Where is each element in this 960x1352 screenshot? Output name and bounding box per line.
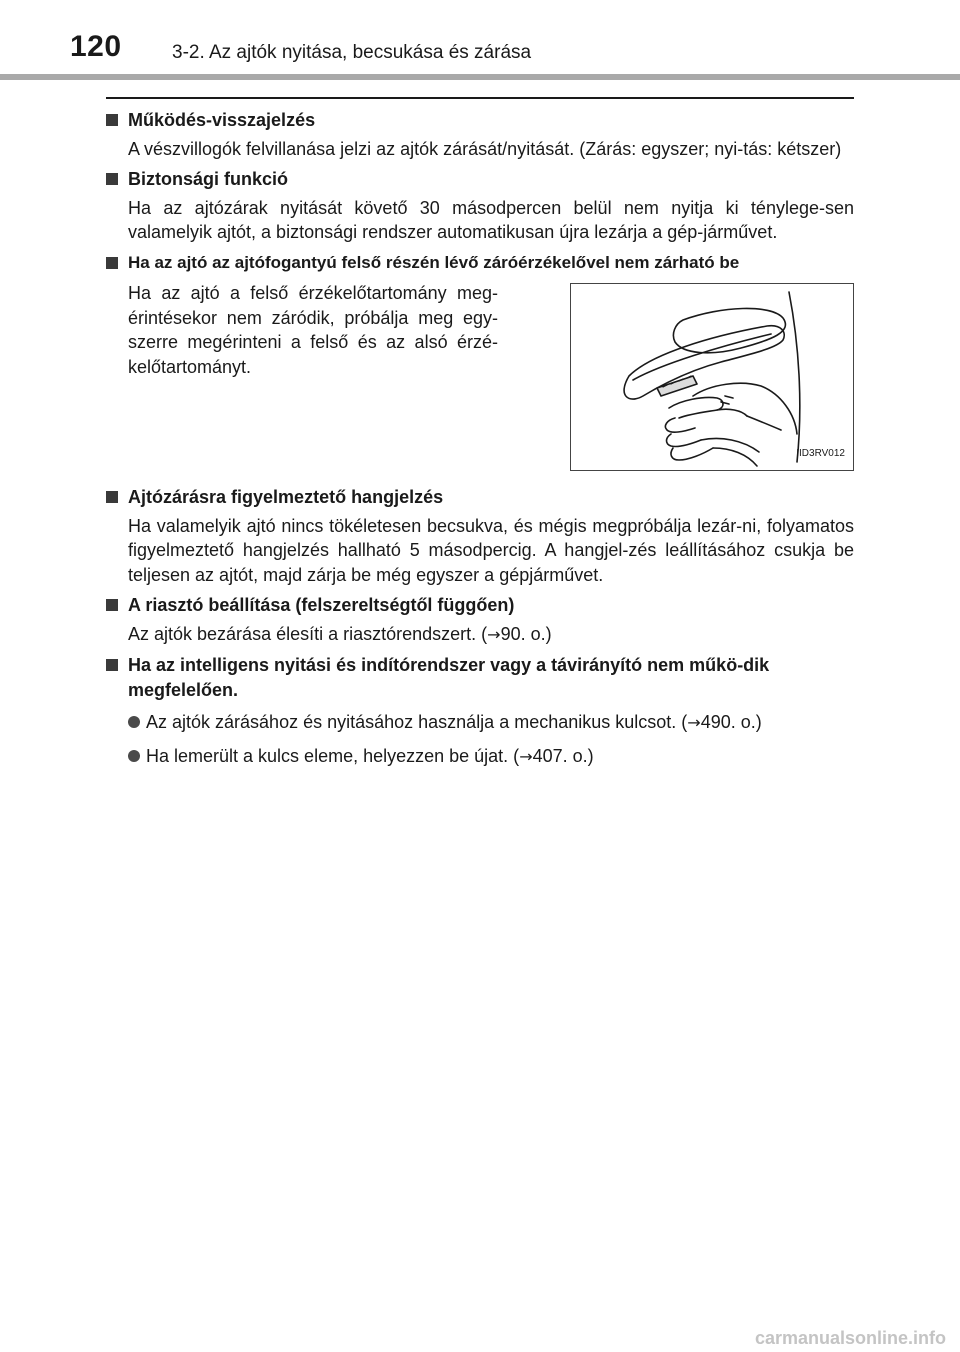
figure-id: IID3RV012 xyxy=(796,447,845,459)
section-heading xyxy=(106,485,854,510)
section-body: Ha az ajtózárak nyitását követő 30 másodpercen belül nem nyitja ki ténylege-sen valamelyik ajtót, a biztonsági rendszer automatikusan újra lezárja a gép-járművet. xyxy=(128,197,854,242)
section-body: A vészvillogók felvillanása jelzi az ajtók zárását/nyitását. (Zárás: egyszer; nyi-tás: kétszer) xyxy=(128,138,842,159)
list-item xyxy=(128,710,854,736)
reference-arrow-icon: → xyxy=(687,713,701,732)
figure-row xyxy=(106,281,854,471)
page-header xyxy=(0,0,960,80)
round-bullet-icon xyxy=(128,750,140,762)
list-item-text xyxy=(146,710,762,736)
list-item xyxy=(128,744,854,770)
square-bullet-icon xyxy=(106,257,118,269)
section-body xyxy=(128,622,854,648)
content-top-rule xyxy=(106,97,854,99)
square-bullet-icon xyxy=(106,491,118,503)
section-heading xyxy=(106,251,854,276)
header-rule xyxy=(0,74,960,80)
square-bullet-icon xyxy=(106,173,118,185)
square-bullet-icon xyxy=(106,599,118,611)
round-bullet-icon xyxy=(128,716,140,728)
item-prefix: Az ajtók zárásához és nyitásához használja a mechanikus kulcsot. ( xyxy=(146,712,688,732)
section-heading xyxy=(106,593,854,618)
section-title: Biztonsági funkció xyxy=(128,169,289,189)
square-bullet-icon xyxy=(106,659,118,671)
section-title: Ha az ajtó az ajtófogantyú felső részén lévő záróérzékelővel nem zárható be xyxy=(128,252,740,272)
list-item-text xyxy=(146,744,594,770)
section-heading xyxy=(106,653,854,702)
chapter-title: 3-2. Az ajtók nyitása, becsukása és zárása xyxy=(172,42,532,63)
section-smart-system-failure xyxy=(106,653,854,769)
section-body: Ha valamelyik ajtó nincs tökéletesen becsukva, és mégis megpróbálja lezár-ni, folyamatos figyelmeztető hangjelzés hallható 5 másodpercig. A hangjel-zés leállításához csukja be teljesen az ajtót, majd zárja be még egyszer a gépjárművet. xyxy=(128,515,854,585)
section-door-warning xyxy=(106,485,854,587)
section-security-function xyxy=(106,167,854,245)
item-prefix: Ha lemerült a kulcs eleme, helyezzen be újat. ( xyxy=(146,745,520,766)
page-number: 120 xyxy=(70,30,122,63)
section-title: A riasztó beállítása (felszereltségtől függően) xyxy=(128,595,515,615)
section-alarm-setting xyxy=(106,593,854,647)
page-reference: 407. o.) xyxy=(532,745,594,766)
page-content xyxy=(106,108,854,775)
page-reference: 90. o.) xyxy=(500,623,552,644)
door-handle-illustration xyxy=(570,283,854,471)
section-title: Ha az intelligens nyitási és indítórendszer vagy a távirányító nem műkö-dik megfelelően. xyxy=(128,655,770,700)
watermark: carmanualsonline.info xyxy=(754,1328,946,1348)
reference-arrow-icon: → xyxy=(487,624,501,644)
section-heading xyxy=(106,108,854,133)
section-operation-feedback xyxy=(106,108,854,161)
page-reference: 490. o.) xyxy=(700,712,762,732)
body-prefix: Az ajtók bezárása élesíti a riasztórendszert. ( xyxy=(128,623,488,644)
section-body: Ha az ajtó a felső érzékelőtartomány meg-érintésekor nem záródik, próbálja meg egy-szerre megérinteni a felső és az alsó érzé-kelőtartományt. xyxy=(128,283,498,377)
section-sensor-lock xyxy=(106,251,854,472)
section-title: Működés-visszajelzés xyxy=(128,110,316,130)
section-heading xyxy=(106,167,854,192)
square-bullet-icon xyxy=(106,114,118,126)
reference-arrow-icon: → xyxy=(519,746,533,766)
section-title: Ajtózárásra figyelmeztető hangjelzés xyxy=(128,487,444,507)
